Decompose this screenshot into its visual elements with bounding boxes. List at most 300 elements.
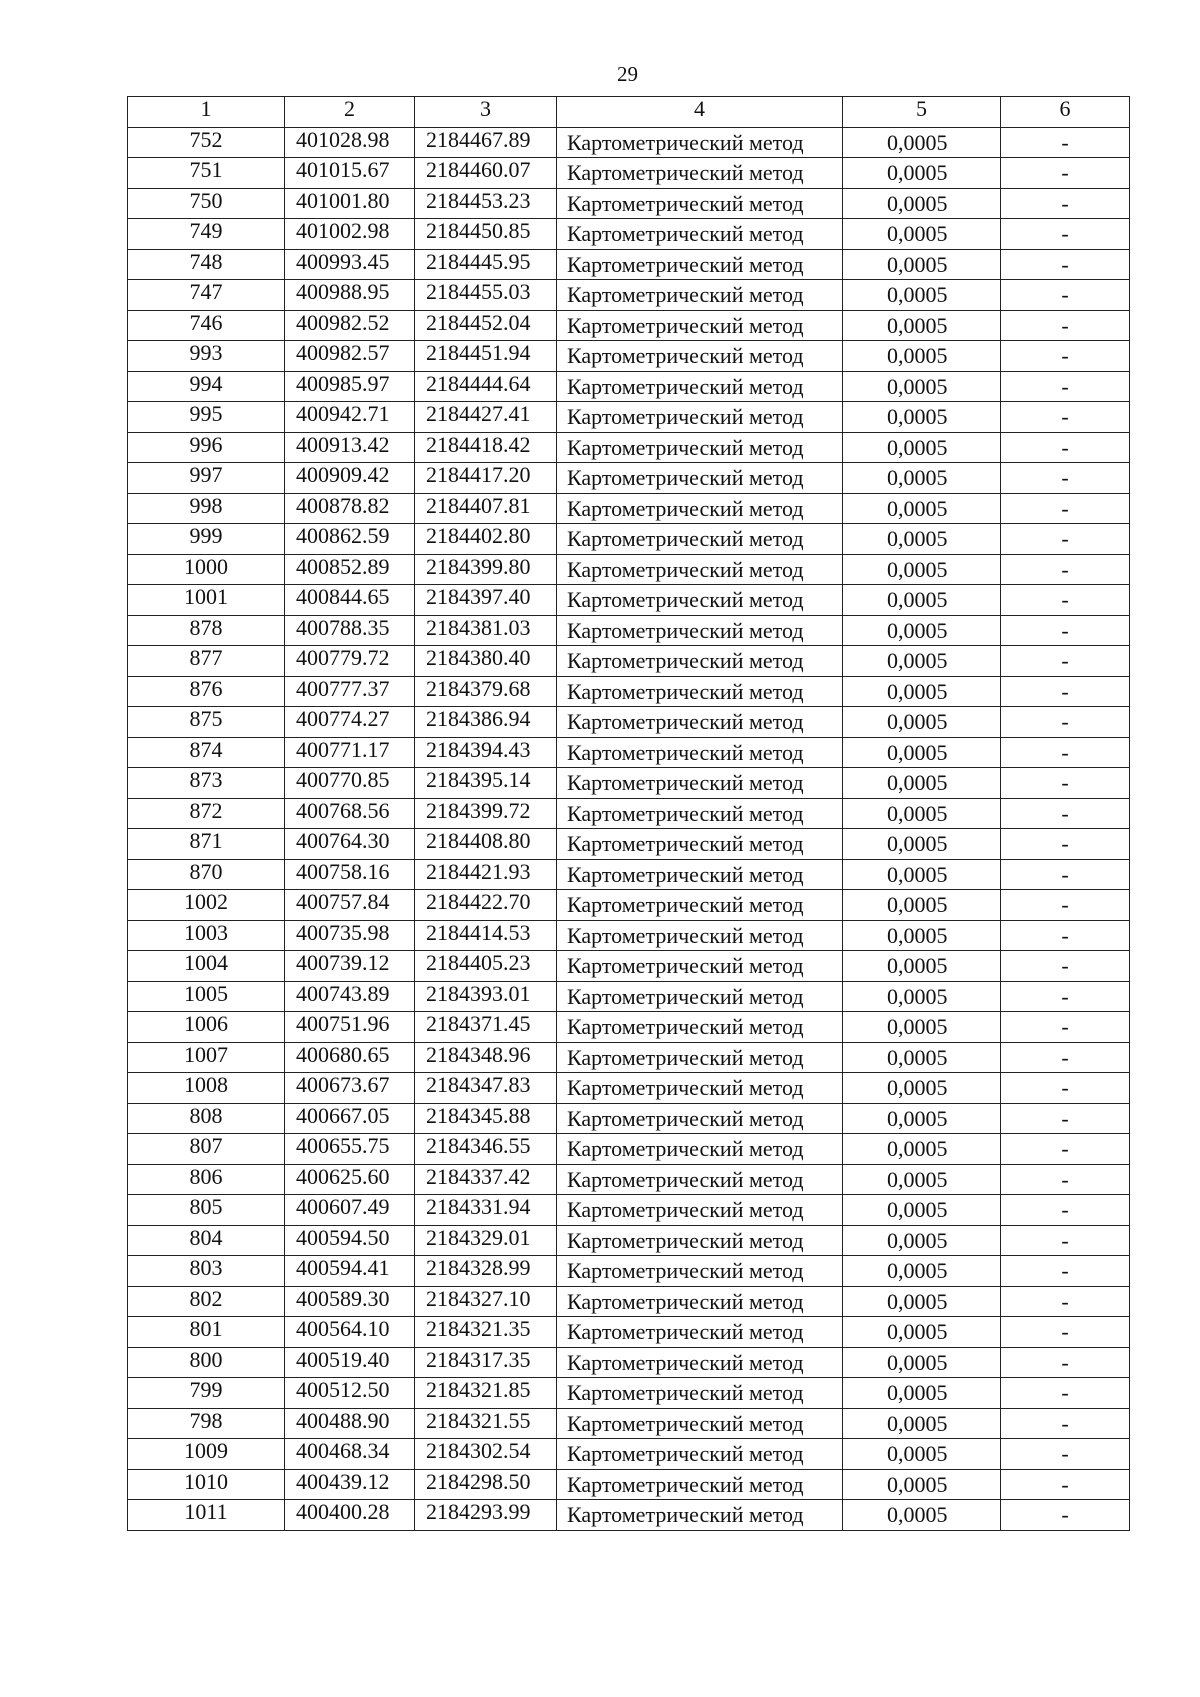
cell-coord-x: 400852.89: [285, 554, 415, 585]
cell-point-number: 999: [128, 524, 285, 555]
cell-point-number: 746: [128, 310, 285, 341]
cell-accuracy: 0,0005: [843, 310, 1001, 341]
table-row: [128, 676, 1130, 707]
cell-method: Картометрический метод: [557, 737, 843, 768]
cell-note: -: [1001, 768, 1130, 799]
table-row: [128, 1195, 1130, 1226]
cell-accuracy: 0,0005: [843, 1225, 1001, 1256]
cell-coord-x: 400788.35: [285, 615, 415, 646]
cell-coord-x: 400770.85: [285, 768, 415, 799]
cell-point-number: 875: [128, 707, 285, 738]
cell-coord-x: 400982.52: [285, 310, 415, 341]
cell-coord-x: 400589.30: [285, 1286, 415, 1317]
table-row: [128, 737, 1130, 768]
cell-coord-y: 2184399.80: [415, 554, 557, 585]
cell-accuracy: 0,0005: [843, 707, 1001, 738]
cell-method: Картометрический метод: [557, 951, 843, 982]
cell-coord-y: 2184399.72: [415, 798, 557, 829]
table-row: [128, 615, 1130, 646]
table-row: [128, 249, 1130, 280]
cell-accuracy: 0,0005: [843, 1317, 1001, 1348]
cell-point-number: 798: [128, 1408, 285, 1439]
cell-note: -: [1001, 585, 1130, 616]
table-row: [128, 1347, 1130, 1378]
cell-coord-x: 400758.16: [285, 859, 415, 890]
cell-coord-y: 2184414.53: [415, 920, 557, 951]
cell-note: -: [1001, 1103, 1130, 1134]
cell-coord-y: 2184397.40: [415, 585, 557, 616]
cell-coord-x: 400564.10: [285, 1317, 415, 1348]
cell-note: -: [1001, 341, 1130, 372]
table-row: [128, 371, 1130, 402]
cell-note: -: [1001, 219, 1130, 250]
cell-note: -: [1001, 1134, 1130, 1165]
cell-coord-y: 2184331.94: [415, 1195, 557, 1226]
cell-note: -: [1001, 249, 1130, 280]
cell-note: -: [1001, 1347, 1130, 1378]
cell-coord-x: 400743.89: [285, 981, 415, 1012]
cell-point-number: 801: [128, 1317, 285, 1348]
cell-point-number: 1002: [128, 890, 285, 921]
cell-accuracy: 0,0005: [843, 402, 1001, 433]
cell-coord-y: 2184422.70: [415, 890, 557, 921]
cell-method: Картометрический метод: [557, 1286, 843, 1317]
table-row: [128, 341, 1130, 372]
cell-accuracy: 0,0005: [843, 676, 1001, 707]
cell-point-number: 996: [128, 432, 285, 463]
cell-point-number: 805: [128, 1195, 285, 1226]
cell-point-number: 807: [128, 1134, 285, 1165]
cell-coord-x: 400519.40: [285, 1347, 415, 1378]
column-header: 2: [285, 97, 415, 128]
cell-coord-y: 2184371.45: [415, 1012, 557, 1043]
cell-point-number: 876: [128, 676, 285, 707]
cell-note: -: [1001, 188, 1130, 219]
cell-coord-y: 2184402.80: [415, 524, 557, 555]
cell-coord-x: 400594.41: [285, 1256, 415, 1287]
cell-accuracy: 0,0005: [843, 768, 1001, 799]
cell-accuracy: 0,0005: [843, 981, 1001, 1012]
table-row: [128, 127, 1130, 158]
cell-note: -: [1001, 1500, 1130, 1531]
cell-method: Картометрический метод: [557, 280, 843, 311]
table-row: [128, 310, 1130, 341]
cell-coord-y: 2184394.43: [415, 737, 557, 768]
cell-note: -: [1001, 981, 1130, 1012]
cell-method: Картометрический метод: [557, 615, 843, 646]
cell-coord-y: 2184405.23: [415, 951, 557, 982]
table-row: [128, 554, 1130, 585]
cell-method: Картометрический метод: [557, 585, 843, 616]
table-row: [128, 951, 1130, 982]
cell-coord-x: 400468.34: [285, 1439, 415, 1470]
cell-coord-y: 2184427.41: [415, 402, 557, 433]
cell-note: -: [1001, 676, 1130, 707]
cell-point-number: 808: [128, 1103, 285, 1134]
cell-accuracy: 0,0005: [843, 1012, 1001, 1043]
cell-note: -: [1001, 1469, 1130, 1500]
cell-note: -: [1001, 615, 1130, 646]
cell-accuracy: 0,0005: [843, 249, 1001, 280]
cell-coord-x: 401002.98: [285, 219, 415, 250]
cell-accuracy: 0,0005: [843, 1347, 1001, 1378]
table-row: [128, 585, 1130, 616]
table-row: [128, 920, 1130, 951]
column-header: 6: [1001, 97, 1130, 128]
cell-point-number: 806: [128, 1164, 285, 1195]
cell-method: Картометрический метод: [557, 249, 843, 280]
cell-point-number: 871: [128, 829, 285, 860]
cell-method: Картометрический метод: [557, 829, 843, 860]
cell-coord-x: 400488.90: [285, 1408, 415, 1439]
cell-point-number: 800: [128, 1347, 285, 1378]
cell-note: -: [1001, 310, 1130, 341]
cell-point-number: 1006: [128, 1012, 285, 1043]
cell-method: Картометрический метод: [557, 371, 843, 402]
cell-coord-x: 401028.98: [285, 127, 415, 158]
cell-method: Картометрический метод: [557, 310, 843, 341]
cell-coord-y: 2184321.35: [415, 1317, 557, 1348]
cell-point-number: 1010: [128, 1469, 285, 1500]
cell-note: -: [1001, 1256, 1130, 1287]
table-body: [128, 127, 1130, 1530]
cell-method: Картометрический метод: [557, 676, 843, 707]
cell-accuracy: 0,0005: [843, 1195, 1001, 1226]
cell-point-number: 872: [128, 798, 285, 829]
cell-accuracy: 0,0005: [843, 158, 1001, 189]
cell-note: -: [1001, 127, 1130, 158]
cell-note: -: [1001, 280, 1130, 311]
cell-note: -: [1001, 158, 1130, 189]
cell-point-number: 994: [128, 371, 285, 402]
cell-method: Картометрический метод: [557, 1073, 843, 1104]
table-row: [128, 1256, 1130, 1287]
cell-coord-y: 2184346.55: [415, 1134, 557, 1165]
cell-accuracy: 0,0005: [843, 432, 1001, 463]
cell-note: -: [1001, 798, 1130, 829]
cell-method: Картометрический метод: [557, 1256, 843, 1287]
cell-point-number: 998: [128, 493, 285, 524]
cell-note: -: [1001, 951, 1130, 982]
cell-method: Картометрический метод: [557, 127, 843, 158]
cell-accuracy: 0,0005: [843, 219, 1001, 250]
table-row: [128, 158, 1130, 189]
cell-coord-x: 400982.57: [285, 341, 415, 372]
cell-coord-y: 2184417.20: [415, 463, 557, 494]
cell-method: Картометрический метод: [557, 1439, 843, 1470]
cell-coord-x: 400913.42: [285, 432, 415, 463]
cell-point-number: 877: [128, 646, 285, 677]
cell-coord-x: 400777.37: [285, 676, 415, 707]
cell-accuracy: 0,0005: [843, 524, 1001, 555]
cell-coord-x: 400673.67: [285, 1073, 415, 1104]
cell-method: Картометрический метод: [557, 554, 843, 585]
cell-coord-y: 2184407.81: [415, 493, 557, 524]
cell-method: Картометрический метод: [557, 402, 843, 433]
cell-note: -: [1001, 1164, 1130, 1195]
cell-point-number: 878: [128, 615, 285, 646]
table-row: [128, 1500, 1130, 1531]
cell-accuracy: 0,0005: [843, 493, 1001, 524]
table-row: [128, 1408, 1130, 1439]
table-row: [128, 829, 1130, 860]
table-row: [128, 188, 1130, 219]
cell-accuracy: 0,0005: [843, 1408, 1001, 1439]
cell-coord-y: 2184329.01: [415, 1225, 557, 1256]
table-row: [128, 646, 1130, 677]
cell-point-number: 995: [128, 402, 285, 433]
cell-point-number: 1004: [128, 951, 285, 982]
cell-accuracy: 0,0005: [843, 1256, 1001, 1287]
cell-method: Картометрический метод: [557, 1225, 843, 1256]
cell-point-number: 870: [128, 859, 285, 890]
cell-method: Картометрический метод: [557, 890, 843, 921]
cell-note: -: [1001, 1012, 1130, 1043]
cell-point-number: 803: [128, 1256, 285, 1287]
cell-coord-y: 2184337.42: [415, 1164, 557, 1195]
cell-note: -: [1001, 1378, 1130, 1409]
cell-coord-x: 400862.59: [285, 524, 415, 555]
cell-coord-x: 400771.17: [285, 737, 415, 768]
cell-coord-y: 2184452.04: [415, 310, 557, 341]
table-row: [128, 280, 1130, 311]
cell-coord-y: 2184453.23: [415, 188, 557, 219]
cell-method: Картометрический метод: [557, 432, 843, 463]
page-number: 29: [617, 62, 638, 86]
cell-coord-x: 400739.12: [285, 951, 415, 982]
cell-note: -: [1001, 463, 1130, 494]
cell-coord-x: 400993.45: [285, 249, 415, 280]
cell-coord-y: 2184317.35: [415, 1347, 557, 1378]
cell-point-number: 749: [128, 219, 285, 250]
cell-note: -: [1001, 524, 1130, 555]
cell-method: Картометрический метод: [557, 1317, 843, 1348]
cell-accuracy: 0,0005: [843, 554, 1001, 585]
cell-note: -: [1001, 859, 1130, 890]
cell-note: -: [1001, 1408, 1130, 1439]
cell-note: -: [1001, 1195, 1130, 1226]
column-header: 4: [557, 97, 843, 128]
cell-point-number: 873: [128, 768, 285, 799]
cell-method: Картометрический метод: [557, 859, 843, 890]
cell-method: Картометрический метод: [557, 188, 843, 219]
cell-coord-x: 400512.50: [285, 1378, 415, 1409]
table-row: [128, 1073, 1130, 1104]
cell-method: Картометрический метод: [557, 798, 843, 829]
cell-coord-x: 400757.84: [285, 890, 415, 921]
cell-coord-x: 400844.65: [285, 585, 415, 616]
cell-coord-y: 2184445.95: [415, 249, 557, 280]
cell-note: -: [1001, 890, 1130, 921]
cell-coord-x: 400764.30: [285, 829, 415, 860]
table-row: [128, 463, 1130, 494]
cell-method: Картометрический метод: [557, 1103, 843, 1134]
table-row: [128, 1469, 1130, 1500]
cell-coord-x: 400607.49: [285, 1195, 415, 1226]
table-row: [128, 798, 1130, 829]
table-row: [128, 493, 1130, 524]
cell-coord-y: 2184444.64: [415, 371, 557, 402]
cell-accuracy: 0,0005: [843, 615, 1001, 646]
cell-method: Картометрический метод: [557, 1195, 843, 1226]
table-row: [128, 1286, 1130, 1317]
cell-coord-y: 2184293.99: [415, 1500, 557, 1531]
cell-accuracy: 0,0005: [843, 798, 1001, 829]
cell-coord-y: 2184381.03: [415, 615, 557, 646]
cell-coord-y: 2184347.83: [415, 1073, 557, 1104]
cell-note: -: [1001, 646, 1130, 677]
table-row: [128, 981, 1130, 1012]
cell-point-number: 748: [128, 249, 285, 280]
table-row: [128, 1012, 1130, 1043]
cell-method: Картометрический метод: [557, 1164, 843, 1195]
cell-coord-x: 400768.56: [285, 798, 415, 829]
cell-point-number: 799: [128, 1378, 285, 1409]
cell-coord-y: 2184348.96: [415, 1042, 557, 1073]
cell-method: Картометрический метод: [557, 646, 843, 677]
cell-accuracy: 0,0005: [843, 1042, 1001, 1073]
cell-accuracy: 0,0005: [843, 1286, 1001, 1317]
column-header: 5: [843, 97, 1001, 128]
cell-method: Картометрический метод: [557, 463, 843, 494]
cell-coord-y: 2184321.55: [415, 1408, 557, 1439]
table-row: [128, 524, 1130, 555]
table-row: [128, 402, 1130, 433]
cell-coord-x: 400439.12: [285, 1469, 415, 1500]
cell-point-number: 804: [128, 1225, 285, 1256]
cell-accuracy: 0,0005: [843, 646, 1001, 677]
cell-method: Картометрический метод: [557, 768, 843, 799]
cell-method: Картометрический метод: [557, 1500, 843, 1531]
cell-method: Картометрический метод: [557, 1012, 843, 1043]
cell-method: Картометрический метод: [557, 1408, 843, 1439]
cell-accuracy: 0,0005: [843, 859, 1001, 890]
cell-coord-y: 2184379.68: [415, 676, 557, 707]
table-row: [128, 1103, 1130, 1134]
cell-coord-x: 400774.27: [285, 707, 415, 738]
cell-coord-x: 400988.95: [285, 280, 415, 311]
cell-method: Картометрический метод: [557, 1347, 843, 1378]
cell-accuracy: 0,0005: [843, 829, 1001, 860]
cell-method: Картометрический метод: [557, 981, 843, 1012]
cell-coord-y: 2184418.42: [415, 432, 557, 463]
cell-coord-x: 400878.82: [285, 493, 415, 524]
cell-point-number: 1003: [128, 920, 285, 951]
cell-note: -: [1001, 554, 1130, 585]
cell-note: -: [1001, 1042, 1130, 1073]
cell-accuracy: 0,0005: [843, 1134, 1001, 1165]
table-row: [128, 1225, 1130, 1256]
cell-coord-x: 400400.28: [285, 1500, 415, 1531]
cell-method: Картометрический метод: [557, 158, 843, 189]
cell-point-number: 1007: [128, 1042, 285, 1073]
cell-note: -: [1001, 432, 1130, 463]
cell-coord-x: 400909.42: [285, 463, 415, 494]
table-row: [128, 1317, 1130, 1348]
cell-note: -: [1001, 402, 1130, 433]
cell-note: -: [1001, 371, 1130, 402]
table-row: [128, 1439, 1130, 1470]
cell-coord-y: 2184450.85: [415, 219, 557, 250]
cell-coord-y: 2184302.54: [415, 1439, 557, 1470]
cell-coord-x: 400779.72: [285, 646, 415, 677]
cell-point-number: 752: [128, 127, 285, 158]
cell-note: -: [1001, 829, 1130, 860]
coordinates-table: [127, 96, 1130, 1531]
table-row: [128, 768, 1130, 799]
cell-method: Картометрический метод: [557, 1134, 843, 1165]
table-header-row: [128, 97, 1130, 128]
cell-point-number: 1001: [128, 585, 285, 616]
cell-coord-x: 400667.05: [285, 1103, 415, 1134]
cell-method: Картометрический метод: [557, 1469, 843, 1500]
cell-coord-y: 2184380.40: [415, 646, 557, 677]
cell-accuracy: 0,0005: [843, 1073, 1001, 1104]
cell-coord-y: 2184467.89: [415, 127, 557, 158]
cell-coord-x: 400735.98: [285, 920, 415, 951]
table-row: [128, 1164, 1130, 1195]
cell-point-number: 874: [128, 737, 285, 768]
cell-point-number: 1005: [128, 981, 285, 1012]
cell-coord-x: 400625.60: [285, 1164, 415, 1195]
cell-coord-y: 2184328.99: [415, 1256, 557, 1287]
cell-point-number: 751: [128, 158, 285, 189]
cell-note: -: [1001, 1225, 1130, 1256]
cell-point-number: 1009: [128, 1439, 285, 1470]
cell-coord-y: 2184393.01: [415, 981, 557, 1012]
cell-accuracy: 0,0005: [843, 1439, 1001, 1470]
cell-accuracy: 0,0005: [843, 188, 1001, 219]
cell-coord-y: 2184421.93: [415, 859, 557, 890]
cell-note: -: [1001, 493, 1130, 524]
cell-method: Картометрический метод: [557, 341, 843, 372]
cell-method: Картометрический метод: [557, 493, 843, 524]
cell-accuracy: 0,0005: [843, 1469, 1001, 1500]
cell-method: Картометрический метод: [557, 219, 843, 250]
cell-coord-y: 2184327.10: [415, 1286, 557, 1317]
cell-accuracy: 0,0005: [843, 890, 1001, 921]
cell-point-number: 997: [128, 463, 285, 494]
cell-accuracy: 0,0005: [843, 371, 1001, 402]
table-row: [128, 219, 1130, 250]
cell-point-number: 993: [128, 341, 285, 372]
column-header: 1: [128, 97, 285, 128]
cell-point-number: 1008: [128, 1073, 285, 1104]
cell-coord-x: 400655.75: [285, 1134, 415, 1165]
cell-accuracy: 0,0005: [843, 341, 1001, 372]
table-row: [128, 1042, 1130, 1073]
cell-accuracy: 0,0005: [843, 1103, 1001, 1134]
cell-accuracy: 0,0005: [843, 463, 1001, 494]
cell-accuracy: 0,0005: [843, 1500, 1001, 1531]
cell-method: Картометрический метод: [557, 707, 843, 738]
cell-method: Картометрический метод: [557, 1378, 843, 1409]
cell-accuracy: 0,0005: [843, 280, 1001, 311]
cell-point-number: 802: [128, 1286, 285, 1317]
cell-method: Картометрический метод: [557, 920, 843, 951]
table-row: [128, 707, 1130, 738]
cell-coord-y: 2184345.88: [415, 1103, 557, 1134]
cell-accuracy: 0,0005: [843, 1378, 1001, 1409]
cell-coord-y: 2184298.50: [415, 1469, 557, 1500]
cell-coord-x: 400751.96: [285, 1012, 415, 1043]
cell-note: -: [1001, 737, 1130, 768]
cell-coord-x: 400680.65: [285, 1042, 415, 1073]
table-row: [128, 890, 1130, 921]
cell-coord-y: 2184395.14: [415, 768, 557, 799]
table-row: [128, 1134, 1130, 1165]
cell-method: Картометрический метод: [557, 1042, 843, 1073]
